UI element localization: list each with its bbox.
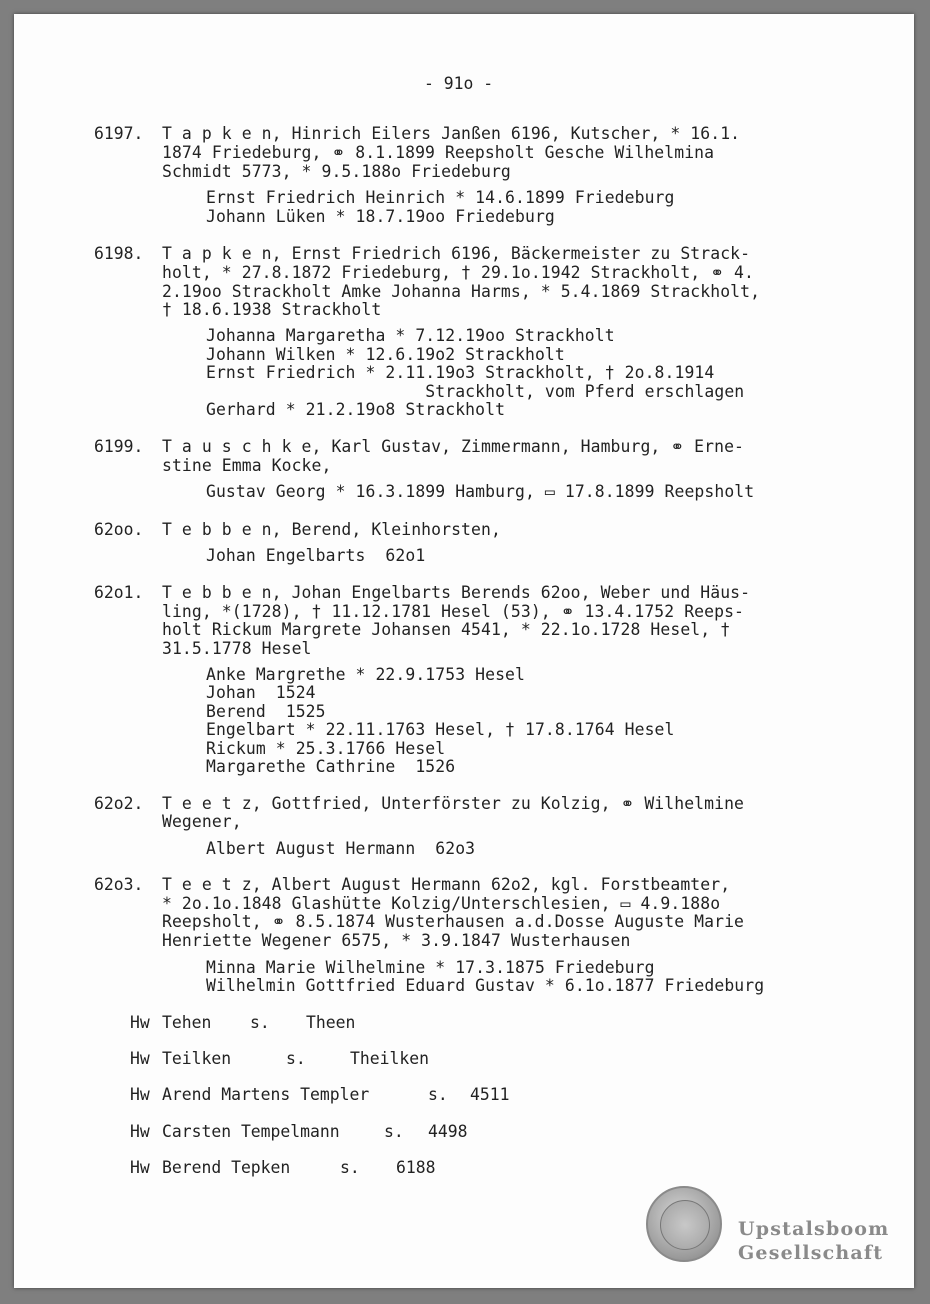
entry-line: T a p k e n, Ernst Friedrich 6196, Bäckermeister zu Strack- <box>162 244 751 263</box>
reference-prefix: Hw <box>130 1085 150 1104</box>
reference-prefix: Hw <box>130 1049 150 1068</box>
reference-target: 4511 <box>470 1085 510 1104</box>
child-line: Ernst Friedrich * 2.11.19o3 Strackholt, † 2o.8.1914 <box>206 363 715 382</box>
entry-line: * 2o.1o.1848 Glashütte Kolzig/Unterschlesien, ▭ 4.9.188o <box>162 894 721 913</box>
logo-line1: Upstalsboom <box>738 1218 890 1240</box>
reference-prefix: Hw <box>130 1122 150 1141</box>
child-line: Wilhelmin Gottfried Eduard Gustav * 6.1o.1877 Friedeburg <box>206 976 765 995</box>
entry-number: 62o2. <box>94 794 144 813</box>
reference-target: Theen <box>306 1013 356 1032</box>
reference-name: Carsten Tempelmann <box>162 1122 340 1141</box>
entry-line: Henriette Wegener 6575, * 3.9.1847 Wusterhausen <box>162 931 631 950</box>
child-line: Berend 1525 <box>206 702 326 721</box>
entry-line: T e b b e n, Johan Engelbarts Berends 62oo, Weber und Häus- <box>162 583 751 602</box>
entry-line: holt Rickum Margrete Johansen 4541, * 22.1o.1728 Hesel, † <box>162 620 731 639</box>
reference-prefix: Hw <box>130 1158 150 1177</box>
reference-name: Arend Martens Templer <box>162 1085 370 1104</box>
reference-name: Tehen <box>162 1013 212 1032</box>
reference-prefix: Hw <box>130 1013 150 1032</box>
reference-see: s. <box>384 1122 404 1141</box>
seal-logo-icon <box>646 1186 722 1262</box>
entry-number: 62oo. <box>94 520 144 539</box>
entry-number: 62o3. <box>94 875 144 894</box>
reference-see: s. <box>340 1158 360 1177</box>
child-line: Rickum * 25.3.1766 Hesel <box>206 739 446 758</box>
logo-line2: Gesellschaft <box>738 1242 884 1264</box>
child-line: Johann Lüken * 18.7.19oo Friedeburg <box>206 207 555 226</box>
child-line: Margarethe Cathrine 1526 <box>206 757 456 776</box>
reference-target: 6188 <box>396 1158 436 1177</box>
child-line: Gerhard * 21.2.19o8 Strackholt <box>206 400 506 419</box>
reference-see: s. <box>428 1085 448 1104</box>
page-number: - 91o - <box>424 74 494 93</box>
entry-number: 6198. <box>94 244 144 263</box>
entry-line: 2.19oo Strackholt Amke Johanna Harms, * 5.4.1869 Strackholt, <box>162 282 761 301</box>
reference-name: Teilken <box>162 1049 232 1068</box>
child-line: Johanna Margaretha * 7.12.19oo Strackholt <box>206 326 615 345</box>
entry-number: 62o1. <box>94 583 144 602</box>
entry-line: T e e t z, Gottfried, Unterförster zu Kolzig, ⚭ Wilhelmine <box>162 794 745 813</box>
entry-line: T e e t z, Albert August Hermann 62o2, kgl. Forstbeamter, <box>162 875 731 894</box>
entry-line: ling, *(1728), † 11.12.1781 Hesel (53), ⚭ 13.4.1752 Reeps- <box>162 602 745 621</box>
entry-line: † 18.6.1938 Strackholt <box>162 300 382 319</box>
entry-number: 6199. <box>94 437 144 456</box>
entry-number: 6197. <box>94 124 144 143</box>
reference-name: Berend Tepken <box>162 1158 291 1177</box>
reference-see: s. <box>286 1049 306 1068</box>
child-line: Johan 1524 <box>206 683 316 702</box>
entry-line: 1874 Friedeburg, ⚭ 8.1.1899 Reepsholt Gesche Wilhelmina <box>162 143 715 162</box>
child-line: Ernst Friedrich Heinrich * 14.6.1899 Friedeburg <box>206 188 675 207</box>
child-line: Engelbart * 22.11.1763 Hesel, † 17.8.1764 Hesel <box>206 720 675 739</box>
child-line: Albert August Hermann 62o3 <box>206 839 476 858</box>
reference-target: Theilken <box>350 1049 429 1068</box>
child-line: Strackholt, vom Pferd erschlagen <box>206 382 745 401</box>
child-line: Anke Margrethe * 22.9.1753 Hesel <box>206 665 525 684</box>
child-line: Minna Marie Wilhelmine * 17.3.1875 Friedeburg <box>206 958 655 977</box>
entry-line: holt, * 27.8.1872 Friedeburg, † 29.1o.1942 Strackholt, ⚭ 4. <box>162 263 754 282</box>
child-line: Johann Wilken * 12.6.19o2 Strackholt <box>206 345 565 364</box>
reference-target: 4498 <box>428 1122 468 1141</box>
entry-line: Reepsholt, ⚭ 8.5.1874 Wusterhausen a.d.Dosse Auguste Marie <box>162 912 745 931</box>
entry-line: stine Emma Kocke, <box>162 456 332 475</box>
reference-see: s. <box>250 1013 270 1032</box>
child-line: Johan Engelbarts 62o1 <box>206 546 426 565</box>
entry-line: T e b b e n, Berend, Kleinhorsten, <box>162 520 501 539</box>
entry-line: T a p k e n, Hinrich Eilers Janßen 6196, Kutscher, * 16.1. <box>162 124 741 143</box>
entry-line: T a u s c h k e, Karl Gustav, Zimmermann, Hamburg, ⚭ Erne- <box>162 437 745 456</box>
entry-line: Schmidt 5773, * 9.5.188o Friedeburg <box>162 162 511 181</box>
entry-line: 31.5.1778 Hesel <box>162 639 312 658</box>
child-line: Gustav Georg * 16.3.1899 Hamburg, ▭ 17.8.1899 Reepsholt <box>206 482 755 501</box>
entry-line: Wegener, <box>162 812 242 831</box>
